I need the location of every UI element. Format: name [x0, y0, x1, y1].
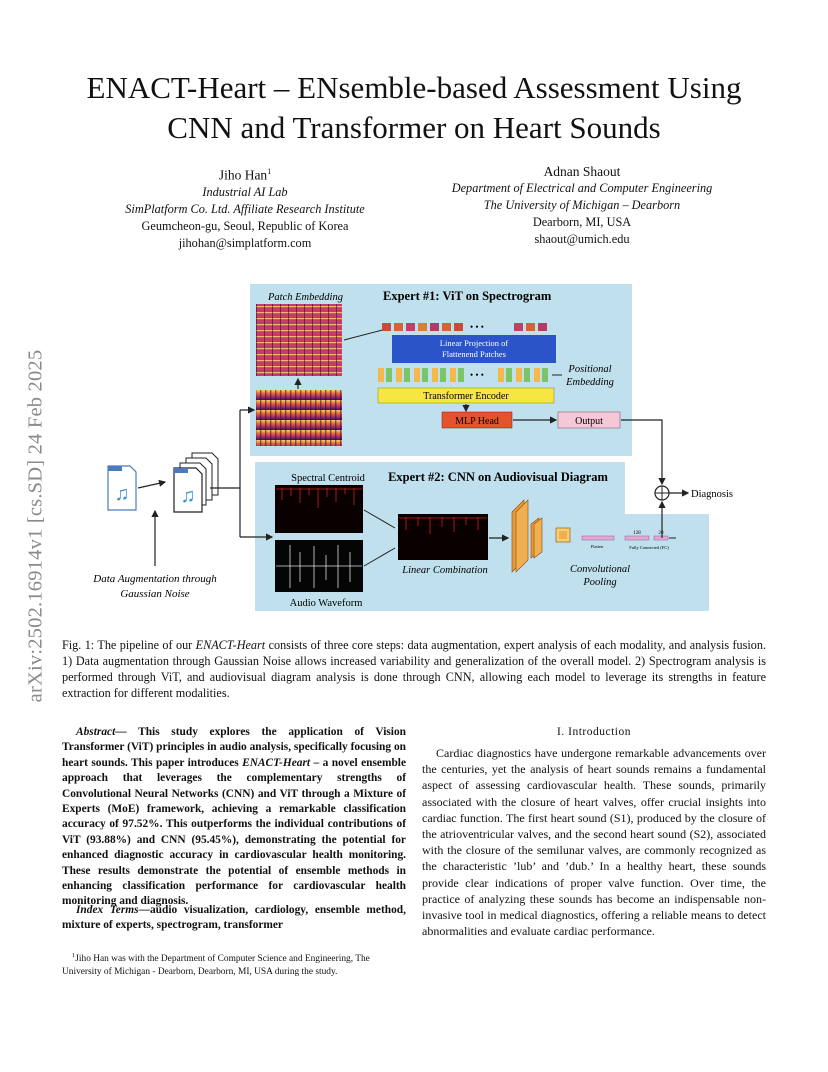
title-line-1: ENACT-Heart – ENsemble-based Assessment Using — [86, 70, 742, 105]
transformer-encoder-label: Transformer Encoder — [423, 391, 509, 402]
author-1 — [80, 163, 410, 252]
caption-prefix: Fig. 1: The pipeline of our — [62, 638, 196, 652]
spectral-centroid-image — [275, 485, 363, 533]
abstract-model-name: ENACT-Heart — [242, 756, 311, 769]
linear-combination-image — [398, 514, 488, 560]
music-note-icon: ♫ — [114, 483, 130, 505]
figure-caption — [62, 637, 766, 701]
linear-projection-label-2: Flattenend Patches — [442, 349, 506, 359]
conv-pooling-label-1: Convolutional — [569, 564, 631, 575]
ellipsis: • • • — [470, 370, 484, 380]
patch-embedding-image — [256, 304, 342, 376]
patch-embedding-label: Patch Embedding — [268, 292, 343, 303]
ellipsis: • • • — [470, 322, 484, 332]
data-augmentation-label-1: Data Augmentation through — [93, 573, 217, 585]
mlp-head-label: MLP Head — [455, 416, 499, 427]
title-line-2: CNN and Transformer on Heart Sounds — [167, 110, 661, 145]
abstract-dash: — — [115, 726, 127, 738]
paper-title — [40, 68, 788, 148]
author-email: jihohan@simplatform.com — [178, 235, 312, 250]
data-augmentation-label-2: Gaussian Noise — [120, 588, 190, 600]
arxiv-stamp — [6, 296, 66, 756]
linear-combination-label: Linear Combination — [402, 565, 488, 576]
author-affiliation: Industrial AI Lab — [202, 184, 288, 199]
music-note-icon: ♫ — [180, 485, 196, 507]
section-heading: I. Introduction — [557, 726, 631, 738]
author-affiliation: Department of Electrical and Computer Engineering — [451, 181, 713, 195]
index-terms-label: Index Terms — [76, 904, 139, 916]
introduction-text: Cardiac diagnostics have undergone remarkable advancements over the centuries, yet the analysis of heart sounds remains a fundamental aspect of assessing cardiovascular health. These sounds, primarily associated with the closure of heart valves, offer crucial insights into cardiac function. The first heart sound (S1), produced by the closure of the atrioventricular valves, and the second heart sound (S2), associated with the closure of the semilunar valves, are commonly recognized as the characteristic ’lub’ and ’dub.’ In a healthy heart, these sounds provide clear indications of proper valve function. Over time, the practice of analyzing these sounds has become an indispensable non-invasive tool in medical diagnostics, offering a reliable means to detect abnormalities and evaluate cardiac performance. — [422, 746, 766, 939]
diagnosis-label: Diagnosis — [691, 489, 733, 500]
abstract-label: Abstract — [76, 726, 116, 738]
author-name: Adnan Shaout — [543, 164, 621, 179]
audio-waveform-label: Audio Waveform — [289, 598, 363, 609]
arxiv-stamp-text: arXiv:2502.16914v1 [cs.SD] 24 Feb 2025 — [24, 349, 47, 703]
caption-text: consists of three core steps: data augmentation, expert analysis of each modality, and analysis fusion. 1) Data augmentation through Gaussian Noise allows increased variability and generalization of the overall model. 2) Spectrogram analysis is performed through ViT, and audiovisual diagram analysis is done through CNN, allowing each model to leverage its strengths in feature extraction for different modalities. — [62, 638, 766, 700]
abstract-text-1: This study explores the application of Vision Transformer (ViT) principles in audio analysis, specifically focusing on heart sounds. This paper introduces — [62, 726, 406, 769]
spectral-centroid-label: Spectral Centroid — [291, 473, 365, 484]
author-affiliation: SimPlatform Co. Ltd. Affiliate Research Institute — [125, 201, 365, 216]
abstract-text-2: – a novel ensemble approach that leverages the complementary strengths of Convolutional Neural Networks (CNN) and ViT through a Mixture of Experts (MoE) framework, achieving a remarkable classification accuracy of 97.52%. This outperforms the individual contributions of ViT (93.88%) and CNN (95.45%), demonstrating the potential for enhanced diagnostic accuracy in cardiovascular health monitoring. These results demonstrate the potential of ensemble methods in enhancing classification performance for cardiovascular health monitoring and diagnosis. — [62, 756, 406, 908]
footnote — [62, 950, 406, 978]
author-2 — [412, 163, 752, 248]
fully-connected-label: Fully Connected (FC) — [629, 545, 669, 550]
author-name: Jiho Han$^1$ — [218, 167, 272, 183]
spectrogram-image — [256, 390, 342, 446]
fc-20-label: 20 — [658, 531, 664, 536]
output-label: Output — [575, 416, 603, 427]
author-email: shaout@umich.edu — [534, 232, 630, 246]
author-affiliation: The University of Michigan – Dearborn — [483, 198, 681, 212]
linear-projection-label-1: Linear Projection of — [439, 338, 509, 348]
index-terms — [62, 903, 406, 934]
fc-layer-20 — [654, 536, 668, 540]
audio-file-icon — [108, 466, 136, 510]
expert1-title: Expert #1: ViT on Spectrogram — [383, 289, 552, 303]
flatten-label: Flatten — [590, 544, 604, 549]
positional-label-1: Positional — [568, 364, 612, 375]
author-address: Dearborn, MI, USA — [532, 215, 632, 229]
footnote-marker: 1 — [72, 952, 76, 959]
positional-label-2: Embedding — [566, 377, 614, 388]
footnote-text: Jiho Han was with the Department of Computer Science and Engineering, The University of Michigan - Dearborn, Dearborn, MI, USA during the study. — [62, 954, 370, 977]
expert2-title: Expert #2: CNN on Audiovisual Diagram — [388, 470, 608, 484]
fc-layer-128 — [625, 536, 649, 540]
abstract — [62, 725, 406, 910]
index-terms-text: —audio visualization, cardiology, ensemble method, mixture of experts, spectrogram, transformer — [62, 904, 406, 932]
flatten-layer — [582, 536, 614, 540]
author-address: Geumcheon-gu, Seoul, Republic of Korea — [141, 218, 349, 233]
conv-pooling-label-2: Pooling — [583, 577, 617, 588]
caption-model-name: ENACT-Heart — [195, 638, 266, 652]
fc-128-label: 128 — [633, 531, 641, 536]
pipeline-figure — [80, 282, 733, 612]
augmented-audio-files-icon — [174, 453, 218, 512]
